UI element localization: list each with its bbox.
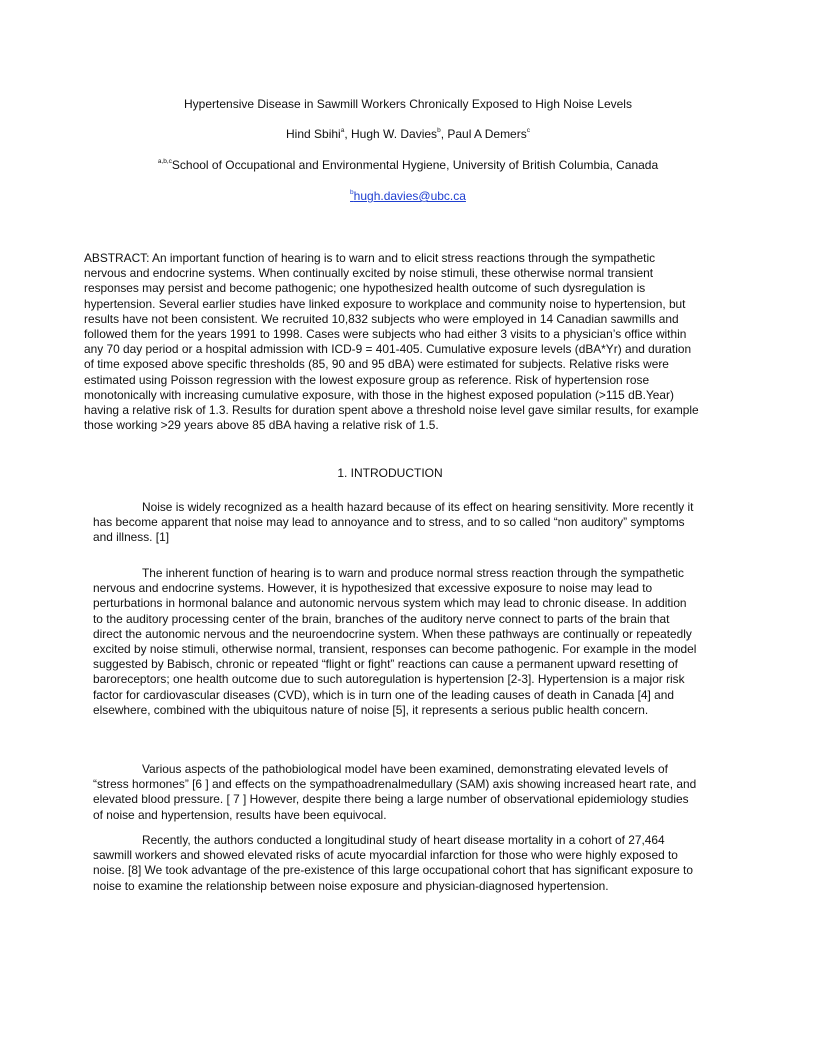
author-separator: , bbox=[344, 127, 352, 141]
paragraph bbox=[93, 500, 699, 546]
contact-email bbox=[0, 189, 816, 203]
paragraph bbox=[93, 833, 699, 894]
paragraph-text: Recently, the authors conducted a longitudinal study of heart disease mortality in a cohort of 27,464 sawmill workers and showed elevated risks of acute myocardial infarction for those who were highly exposed to noise. [8] We took advantage of the pre-existence of this large occupational cohort that has significant exposure to noise to examine the relationship between noise exposure and physician-diagnosed hypertension. bbox=[93, 833, 693, 893]
author-name: Hugh W. Davies bbox=[351, 127, 438, 141]
paragraph bbox=[93, 762, 699, 823]
paragraph-text: The inherent function of hearing is to warn and produce normal stress reaction through the sympathetic nervous and endocrine systems. However, it is hypothesized that excessive exposure to noise may lead to perturbations in hormonal balance and autonomic nervous system which may lead to chronic disease. In addition to the auditory processing center of the brain, branches of the auditory nerve connect to parts of the brain that direct the autonomic nervous and the neuroendocrine system. When these pathways are continually or repeatedly excited by noise stimuli, otherwise normal, transient, responses can become pathogenic. For example in the model suggested by Babisch, chronic or repeated “flight or fight” reactions can cause a permanent upward resetting of baroreceptors; one health outcome due to such autoregulation is hypertension [2-3]. Hypertension is a major risk factor for cardiovascular diseases (CVD), which is in turn one of the leading causes of death in Canada [4] and elsewhere, combined with the ubiquitous nature of noise [5], it represents a serious public health concern. bbox=[93, 566, 697, 717]
abstract: ABSTRACT: An important function of hearing is to warn and to elicit stress reactions through the sympathetic nervous and endocrine systems. When continually excited by noise stimuli, these otherwise normal transient responses may persist and become pathogenic; one hypothesized health outcome of such dysregulation is hypertension. Several earlier studies have linked exposure to workplace and community noise to hypertension, but results have not been consistent. We recruited 10,832 subjects who were employed in 14 Canadian sawmills and followed them for the years 1991 to 1998. Cases were subjects who had either 3 visits to a physician’s office within any 70 day period or a hospital admission with ICD-9 = 401-405. Cumulative exposure levels (dBA*Yr) and duration of time exposed above specific thresholds (85, 90 and 95 dBA) were estimated for subjects. Relative risks were estimated using Poisson regression with the lowest exposure group as reference. Risk of hypertension rose monotonically with increasing cumulative exposure, with those in the highest exposed population (>115 dB.Year) having a relative risk of 1.3. Results for duration spent above a threshold noise level gave similar results, for example those working >29 years above 85 dBA having a relative risk of 1.5. bbox=[84, 251, 699, 433]
author-list bbox=[0, 127, 816, 141]
paragraph bbox=[93, 566, 699, 718]
author-superscript: a bbox=[340, 127, 345, 134]
section-heading: 1. INTRODUCTION bbox=[337, 466, 443, 480]
author-superscript: b bbox=[437, 127, 441, 134]
author-name: Hind Sbihi bbox=[286, 127, 341, 141]
email-text: hugh.davies@ubc.ca bbox=[353, 189, 466, 203]
author-separator: , bbox=[440, 127, 448, 141]
author-name: Paul A Demers bbox=[447, 127, 527, 141]
email-link[interactable] bbox=[350, 189, 466, 203]
paragraph-text: Various aspects of the pathobiological model have been examined, demonstrating elevated levels of “stress hormones” [6 ] and effects on the sympathoadrenalmedullary (SAM) axis showing increased heart rate, and elevated blood pressure. [ 7 ] However, despite there being a large number of observational epidemiology studies of noise and hypertension, results have been equivocal. bbox=[93, 762, 697, 822]
affiliation bbox=[0, 158, 816, 172]
paragraph-text: Noise is widely recognized as a health hazard because of its effect on hearing sensitivity. More recently it has become apparent that noise may lead to annoyance and to stress, and to so called “non auditory” symptoms and illness. [1] bbox=[93, 500, 694, 545]
affiliation-text: School of Occupational and Environmental Hygiene, University of British Columbia, Canada bbox=[171, 158, 659, 172]
paper-title: Hypertensive Disease in Sawmill Workers Chronically Exposed to High Noise Levels bbox=[184, 97, 632, 111]
affiliation-superscript: a,b,c bbox=[157, 158, 172, 165]
email-superscript: b bbox=[350, 189, 354, 196]
author-superscript: c bbox=[526, 127, 530, 134]
